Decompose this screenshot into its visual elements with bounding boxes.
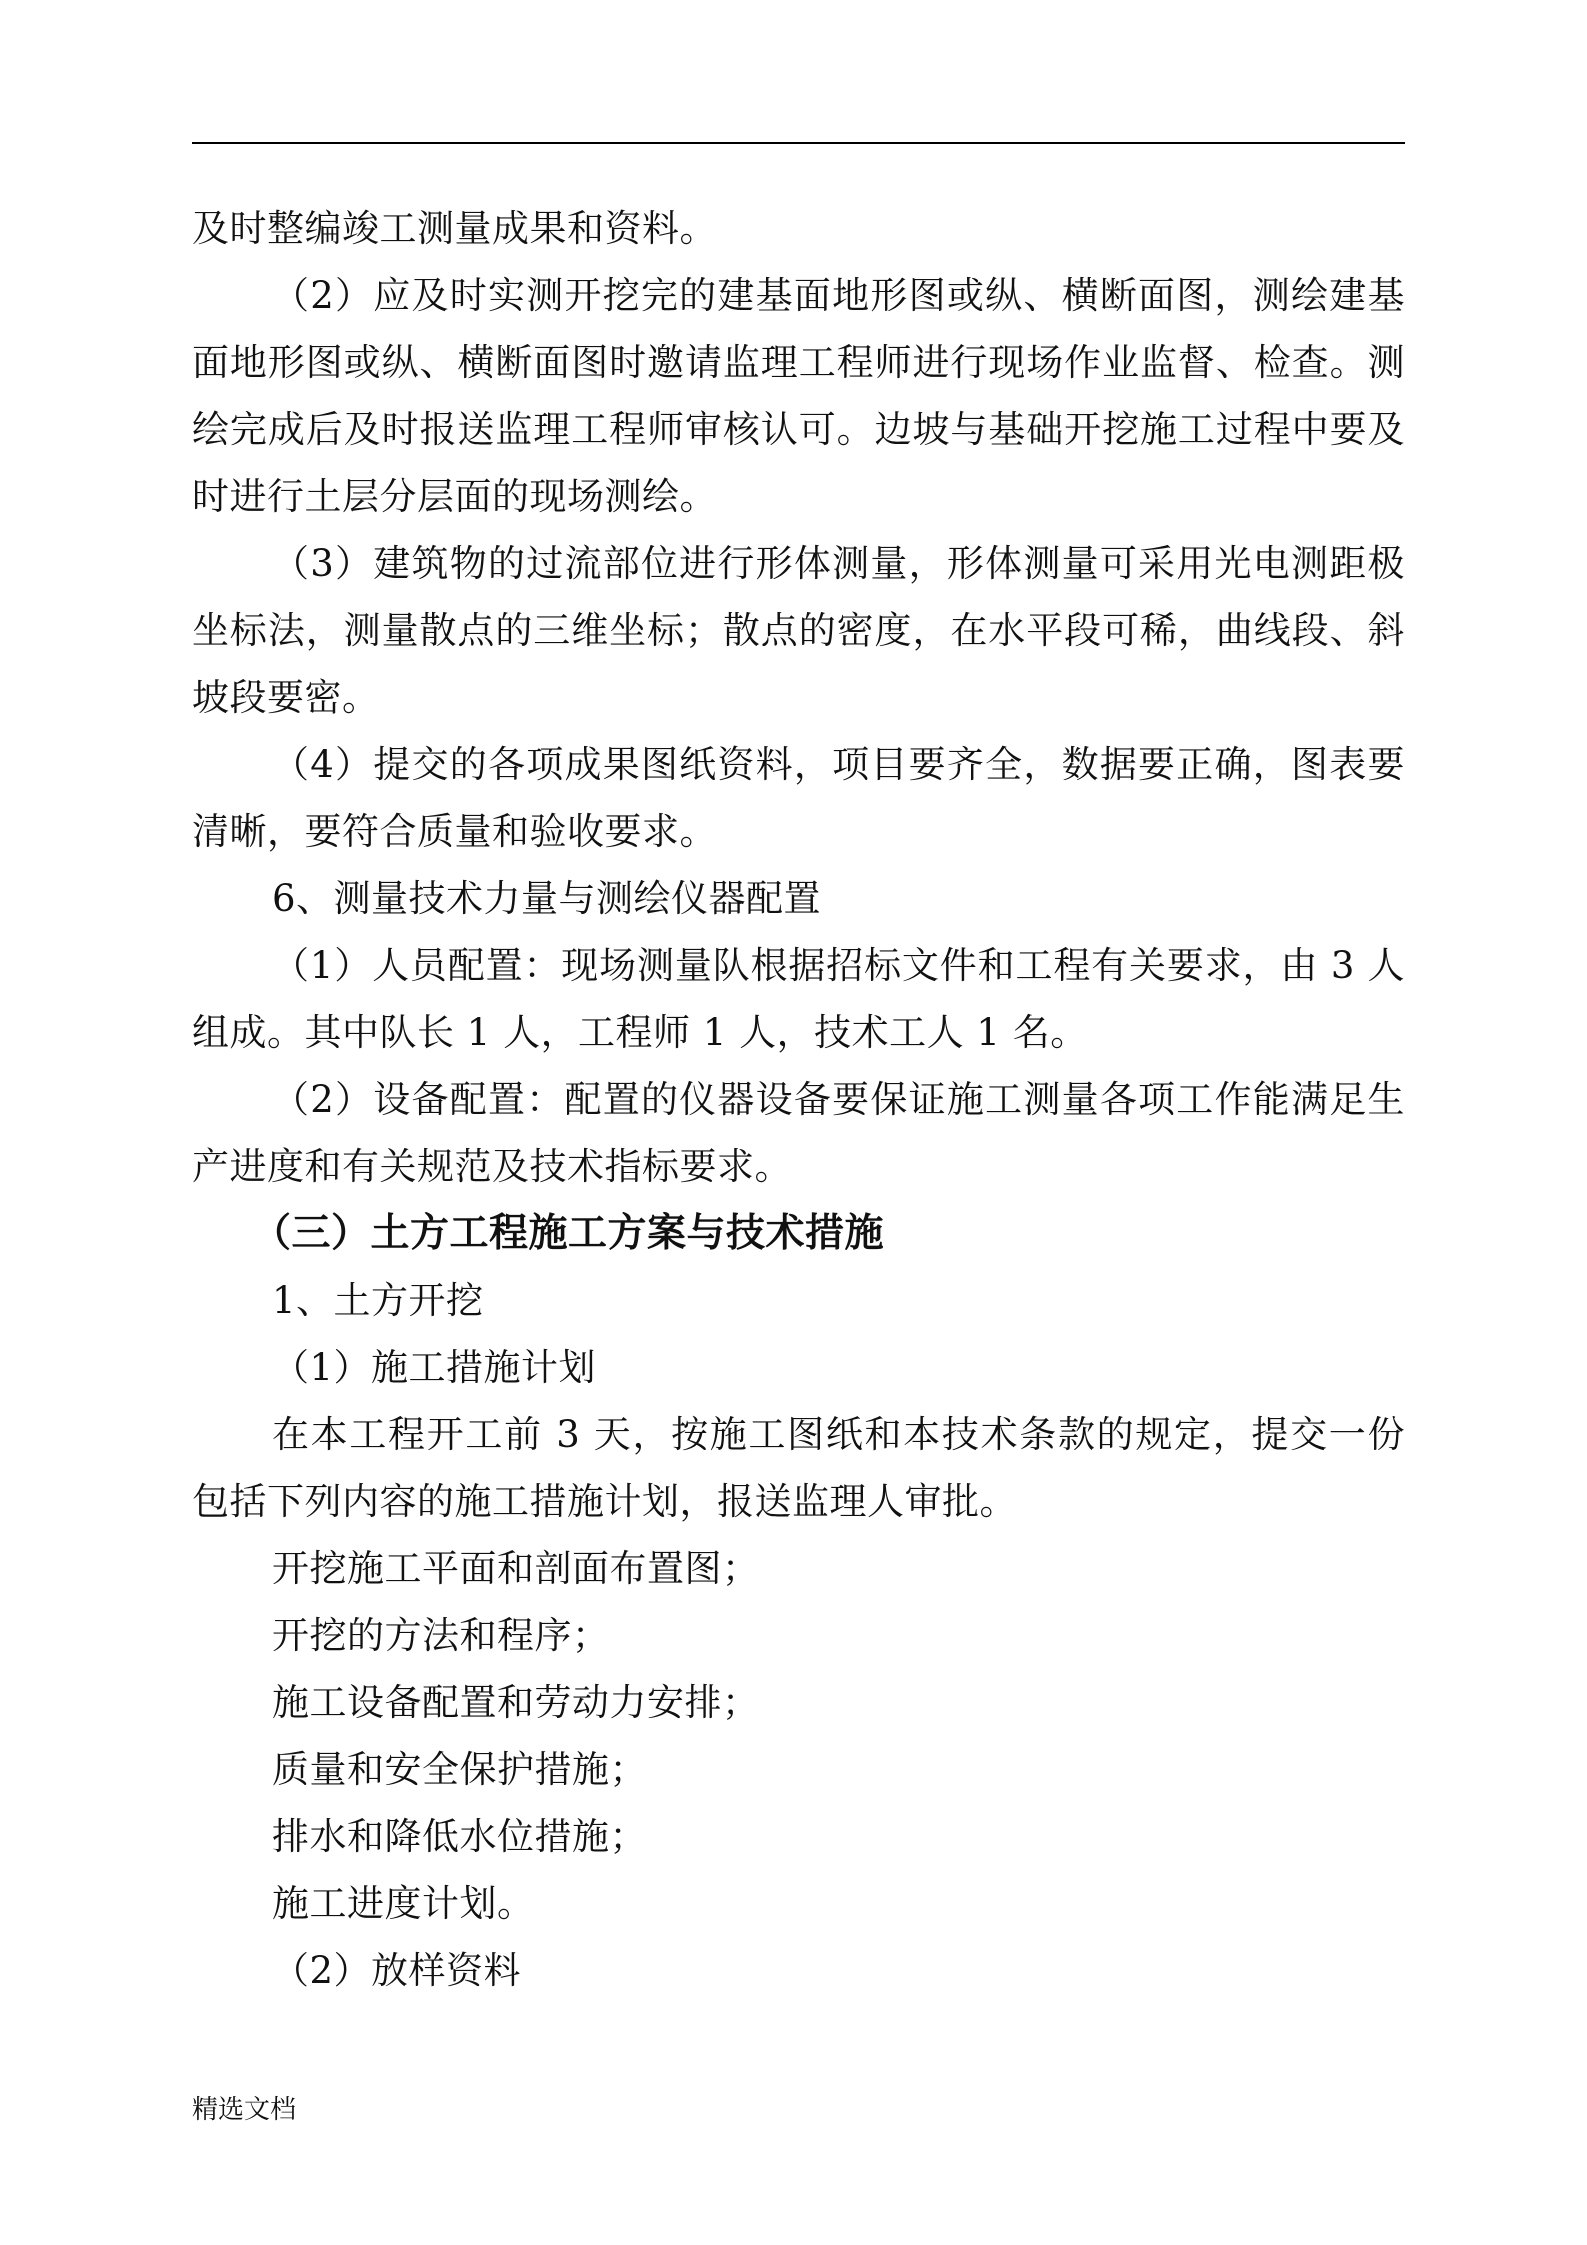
list-item: 质量和安全保护措施； — [272, 1748, 647, 1791]
list-item: 开挖施工平面和剖面布置图； — [272, 1547, 760, 1590]
paragraph: 6、测量技术力量与测绘仪器配置 — [272, 877, 822, 920]
paragraph: （2）应及时实测开挖完的建基面地形图或纵、横断面图，测绘建基面地形图或纵、横断面图时邀请监理工程师进行现场作业监督、检查。测绘完成后及时报送监理工程师审核认可。边坡与基础开挖施工过程中要及时进行土层分层面的现场测绘。 — [192, 274, 1405, 518]
list-item: 开挖的方法和程序； — [272, 1614, 610, 1657]
paragraph: （2）放样资料 — [272, 1949, 522, 1992]
list-item: 施工进度计划。 — [272, 1882, 535, 1925]
paragraph: 1、土方开挖 — [272, 1279, 484, 1322]
header-rule — [192, 142, 1405, 144]
paragraph: （1）施工措施计划 — [272, 1346, 597, 1389]
paragraph: 在本工程开工前 3 天，按施工图纸和本技术条款的规定，提交一份包括下列内容的施工措施计划，报送监理人审批。 — [192, 1413, 1405, 1523]
page-footer: 精选文档 — [192, 2095, 297, 2125]
document-body — [192, 195, 1405, 2004]
paragraph: （1）人员配置：现场测量队根据招标文件和工程有关要求，由 3 人组成。其中队长 1 人，工程师 1 人，技术工人 1 名。 — [192, 944, 1405, 1054]
list-item: 施工设备配置和劳动力安排； — [272, 1681, 760, 1724]
paragraph: （3）建筑物的过流部位进行形体测量，形体测量可采用光电测距极坐标法，测量散点的三维坐标；散点的密度，在水平段可稀，曲线段、斜坡段要密。 — [192, 542, 1405, 719]
paragraph: 及时整编竣工测量成果和资料。 — [192, 207, 717, 250]
paragraph: （4）提交的各项成果图纸资料，项目要齐全，数据要正确，图表要清晰，要符合质量和验收要求。 — [192, 743, 1405, 853]
list-item: 排水和降低水位措施； — [272, 1815, 647, 1858]
section-heading: （三）土方工程施工方案与技术措施 — [252, 1211, 885, 1256]
paragraph: （2）设备配置：配置的仪器设备要保证施工测量各项工作能满足生产进度和有关规范及技术指标要求。 — [192, 1078, 1405, 1188]
